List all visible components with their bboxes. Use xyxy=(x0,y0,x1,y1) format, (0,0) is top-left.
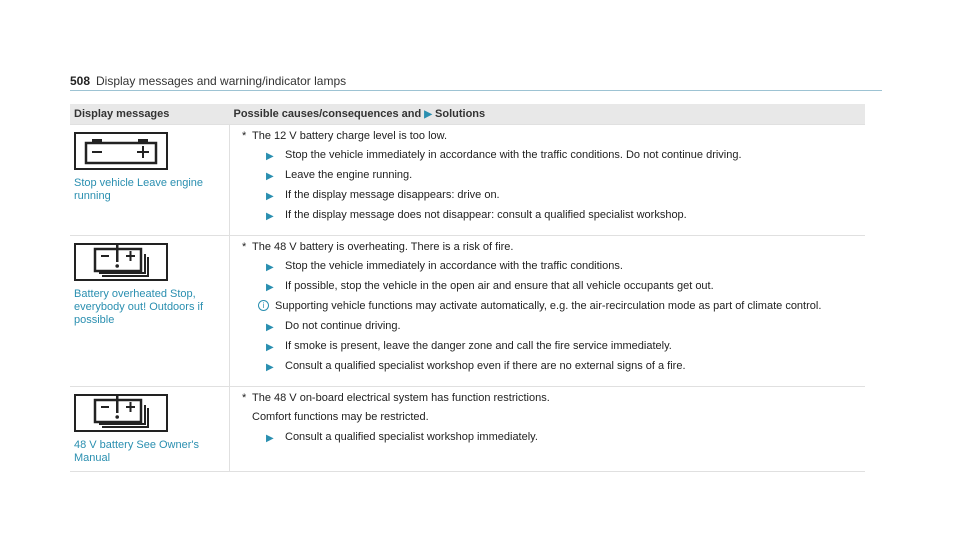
arrow-icon: ▶ xyxy=(266,262,274,273)
solution-step-text: Stop the vehicle immediately in accordance with the traffic conditions. xyxy=(285,260,623,272)
solution-step-text: If the display message does not disappear: consult a qualified specialist workshop. xyxy=(285,209,687,221)
arrow-icon: ▶ xyxy=(266,433,274,444)
causes-label: Possible causes/consequences and xyxy=(233,108,422,120)
battery-12v-icon xyxy=(74,132,168,170)
cause-label: The 12 V battery charge level is too low. xyxy=(252,130,448,142)
solution-step-text: Stop the vehicle immediately in accordance with the traffic conditions. Do not continue driving. xyxy=(285,149,742,161)
solution-step xyxy=(258,340,861,353)
cause-bullet: * xyxy=(242,392,247,404)
page-title: Display messages and warning/indicator lamps xyxy=(96,74,347,88)
solution-step-text: Leave the engine running. xyxy=(285,169,413,181)
solution-step-text: Do not continue driving. xyxy=(285,320,401,332)
solutions-label: Solutions xyxy=(435,108,486,120)
solution-step xyxy=(258,320,861,333)
causes-solutions-cell xyxy=(230,236,866,387)
column-header-display-messages: Display messages xyxy=(70,104,230,125)
info-note xyxy=(258,300,861,313)
cause-text xyxy=(242,392,861,405)
display-message-text: 48 V battery See Owner's Manual xyxy=(74,439,199,464)
solution-step-text: If possible, stop the vehicle in the open air and ensure that all vehicle occupants get out. xyxy=(285,280,714,292)
solution-step-text: Consult a qualified specialist workshop immediately. xyxy=(285,431,538,443)
cause-text xyxy=(242,130,861,143)
cause-bullet: * xyxy=(242,130,247,142)
solution-step xyxy=(258,209,861,222)
display-message-cell xyxy=(70,387,230,472)
display-messages-table xyxy=(70,104,865,472)
cause-text xyxy=(242,241,861,254)
info-icon: i xyxy=(258,300,269,311)
display-message-text: Stop vehicle Leave engine running xyxy=(74,177,204,202)
solutions-arrow-icon: ▶ xyxy=(424,109,432,120)
page-number: 508 xyxy=(70,74,91,88)
arrow-icon: ▶ xyxy=(266,362,274,373)
solution-step xyxy=(258,149,861,162)
arrow-icon: ▶ xyxy=(266,211,274,222)
cause-label: The 48 V battery is overheating. There is a risk of fire. xyxy=(252,241,514,253)
solution-step xyxy=(258,260,861,273)
arrow-icon: ▶ xyxy=(266,191,274,202)
causes-solutions-cell xyxy=(230,125,866,236)
consequence-label: Comfort functions may be restricted. xyxy=(252,411,429,423)
solution-step xyxy=(258,431,861,444)
display-message-text: Battery overheated Stop, everybody out! Outdoors if possible xyxy=(74,288,204,326)
arrow-icon: ▶ xyxy=(266,282,274,293)
solution-step xyxy=(258,280,861,293)
cause-bullet: * xyxy=(242,241,247,253)
arrow-icon: ▶ xyxy=(266,342,274,353)
solution-step-text: Consult a qualified specialist workshop even if there are no external signs of a fire. xyxy=(285,360,686,372)
column-header-causes-solutions xyxy=(230,104,866,125)
solution-step-text: If smoke is present, leave the danger zone and call the fire service immediately. xyxy=(285,340,672,352)
display-message-cell xyxy=(70,236,230,387)
display-message-cell xyxy=(70,125,230,236)
table-row xyxy=(70,387,865,472)
solution-step xyxy=(258,189,861,202)
arrow-icon: ▶ xyxy=(266,151,274,162)
arrow-icon: ▶ xyxy=(266,171,274,182)
battery-48v-warning-icon xyxy=(74,394,168,432)
cause-label: The 48 V on-board electrical system has function restrictions. xyxy=(252,392,550,404)
battery-48v-warning-icon xyxy=(74,243,168,281)
arrow-icon: ▶ xyxy=(266,322,274,333)
info-note-text: Supporting vehicle functions may activate automatically, e.g. the air-recirculation mode as part of climate control. xyxy=(275,300,822,312)
solution-step-text: If the display message disappears: drive on. xyxy=(285,189,500,201)
consequence-text xyxy=(252,411,861,424)
table-header-row xyxy=(70,104,865,125)
table-row xyxy=(70,125,865,236)
solution-step xyxy=(258,169,861,182)
header-divider xyxy=(70,90,882,91)
page-header xyxy=(70,72,882,92)
table-row xyxy=(70,236,865,387)
causes-solutions-cell xyxy=(230,387,866,472)
solution-step xyxy=(258,360,861,373)
